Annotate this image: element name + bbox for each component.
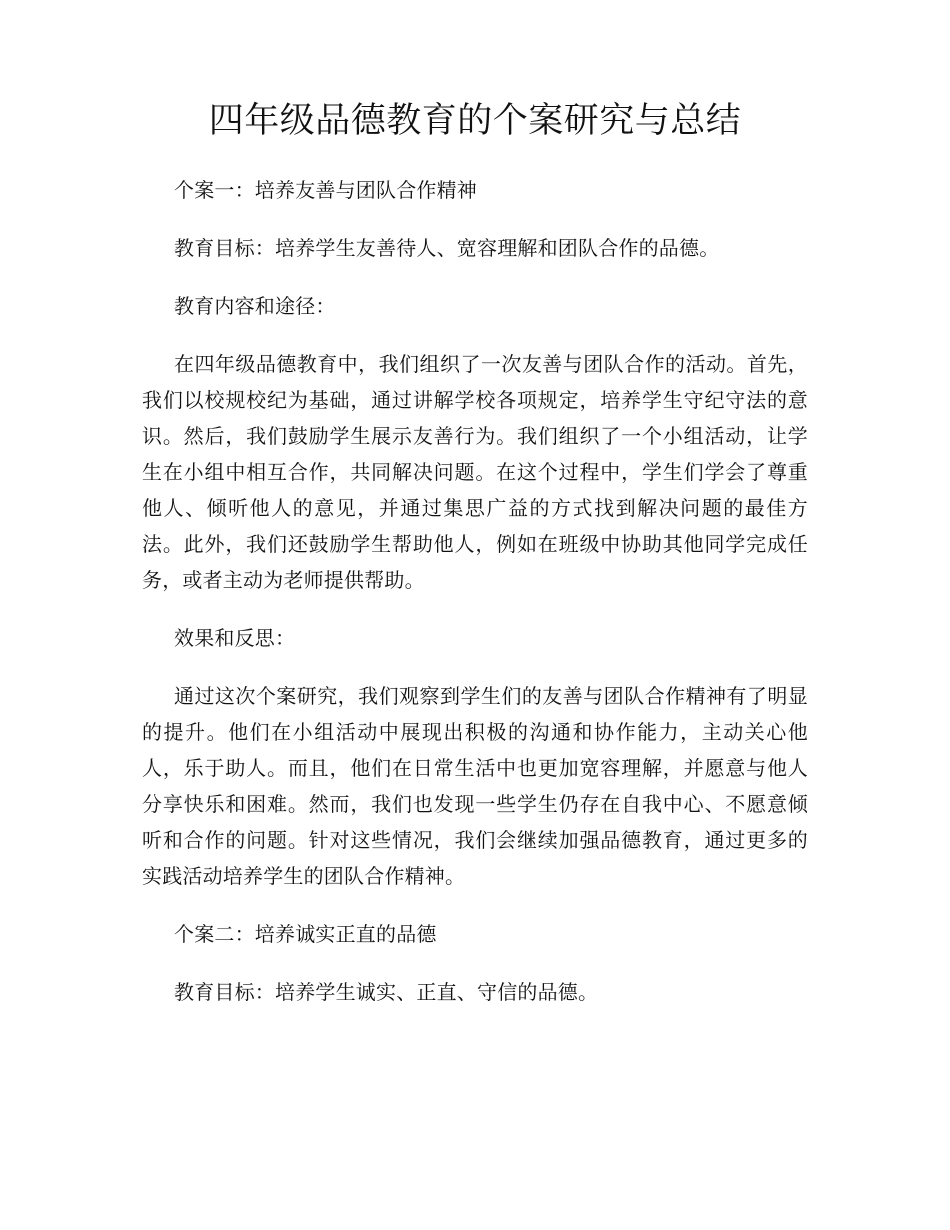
case-one-method-heading: 教育内容和途径： — [174, 294, 336, 318]
case-one-reflection-heading: 效果和反思： — [174, 626, 296, 650]
case-two-heading: 个案二：培养诚实正直的品德 — [174, 922, 437, 946]
case-one-heading: 个案一：培养友善与团队合作精神 — [174, 178, 477, 202]
document-title: 四年级品德教育的个案研究与总结 — [208, 101, 742, 141]
case-one-method-paragraph: 在四年级品德教育中，我们组织了一次友善与团队合作的活动。首先，我们以校规校纪为基础，通过讲解学校各项规定，培养学生守纪守法的意识。然后，我们鼓励学生展示友善行为。我们组织了一个小组活动，让学生在小组中相互合作，共同解决问题。在这个过程中，学生们学会了尊重他人、倾听他人的意见，并通过集思广益的方式找到解决问题的最佳方法。此外，我们还鼓励学生帮助他人，例如在班级中协助其他同学完成任务，或者主动为老师提供帮助。 — [142, 352, 808, 592]
case-two-goal: 教育目标：培养学生诚实、正直、守信的品德。 — [174, 980, 599, 1004]
document-body — [142, 172, 808, 1032]
case-one-goal: 教育目标：培养学生友善待人、宽容理解和团队合作的品德。 — [174, 236, 720, 260]
case-one-reflection-paragraph: 通过这次个案研究，我们观察到学生们的友善与团队合作精神有了明显的提升。他们在小组活动中展现出积极的沟通和协作能力，主动关心他人，乐于助人。而且，他们在日常生活中也更加宽容理解，并愿意与他人分享快乐和困难。然而，我们也发现一些学生仍存在自我中心、不愿意倾听和合作的问题。针对这些情况，我们会继续加强品德教育，通过更多的实践活动培养学生的团队合作精神。 — [142, 684, 808, 888]
